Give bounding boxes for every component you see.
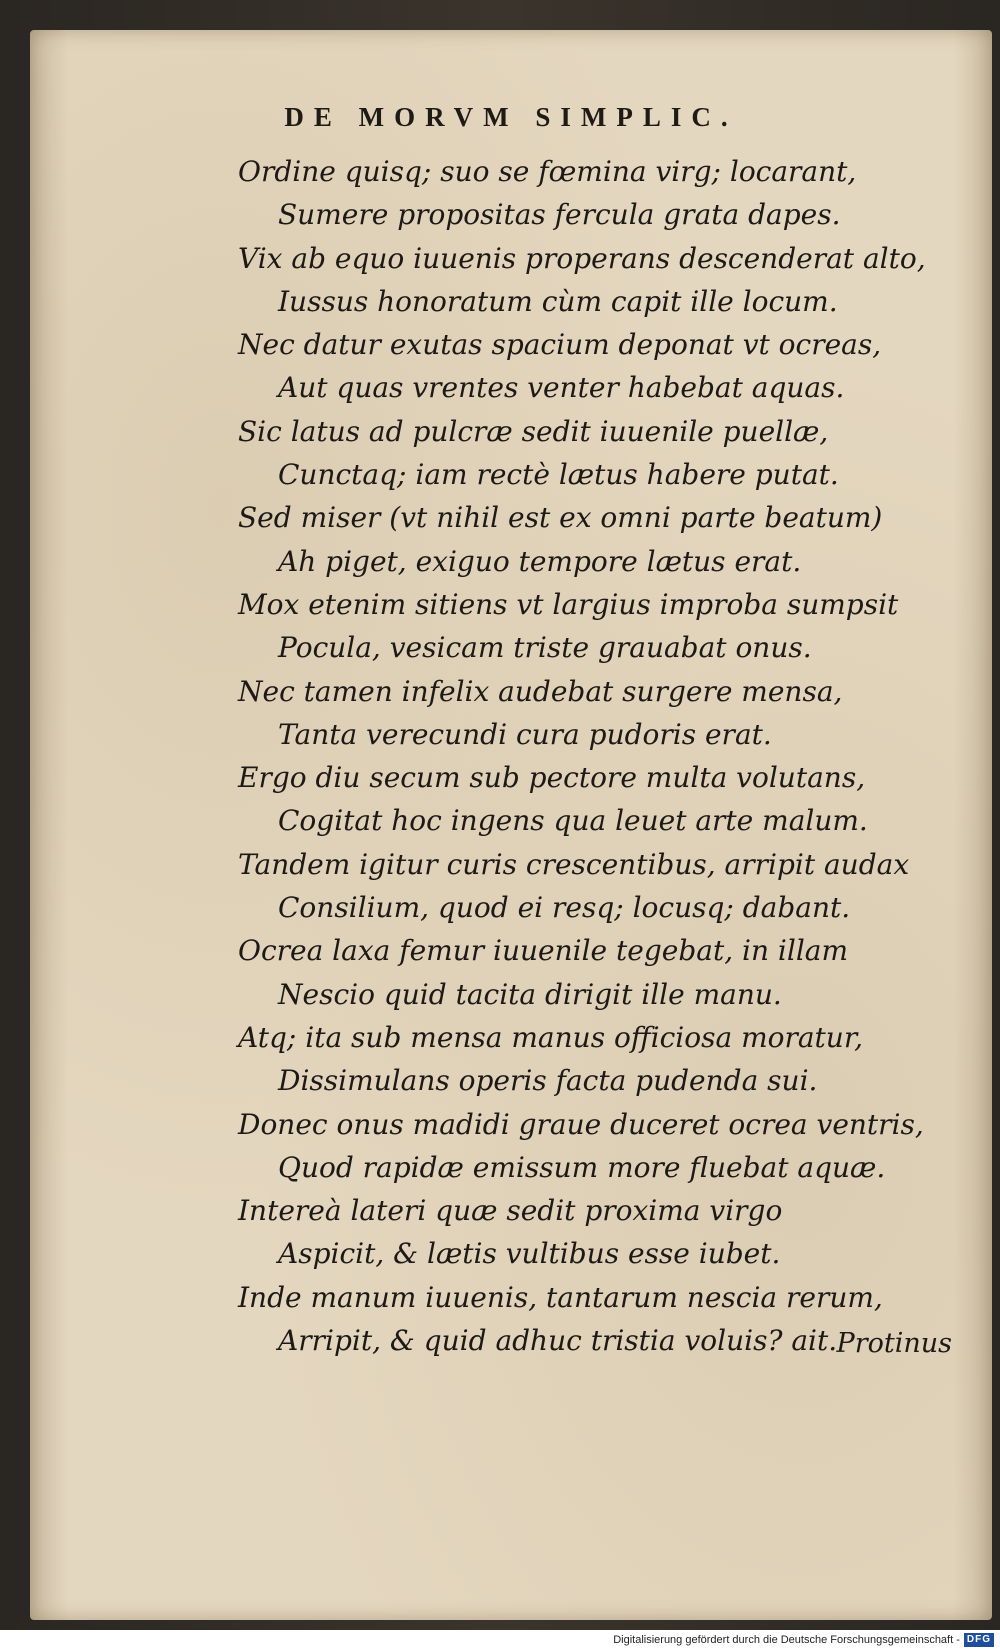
verse-line: Tandem igitur curis crescentibus, arripit audax: [238, 847, 910, 881]
verse-line: Iussus honoratum cùm capit ille locum.: [278, 284, 838, 318]
footer-credit: Digitalisierung gefördert durch die Deutsche Forschungsgemeinschaft -: [613, 1634, 960, 1647]
verse-line: Nec tamen infelix audebat surgere mensa,: [238, 674, 843, 708]
verse-line: Arripit, & quid adhuc tristia voluis? ait.: [278, 1324, 838, 1358]
verse-line: Ordine quisq; suo se fœmina virg; locarant,: [238, 155, 857, 188]
running-head: DE MORVM SIMPLIC.: [284, 102, 738, 132]
verse-line: Nec datur exutas spacium deponat vt ocreas,: [238, 328, 882, 362]
verse-line: Nescio quid tacita dirigit ille manu.: [278, 977, 782, 1011]
verse-line: Aspicit, & lætis vultibus esse iubet.: [278, 1237, 781, 1271]
verse-line: Cunctaq; iam rectè lætus habere putat.: [278, 458, 839, 492]
verse-line: Tanta verecundi cura pudoris erat.: [278, 717, 772, 751]
verse-line: Ergo diu secum sub pectore multa volutans,: [238, 761, 866, 795]
verse-line: Aut quas vrentes venter habebat aquas.: [278, 371, 845, 405]
verse-line: Ocrea laxa femur iuuenile tegebat, in illam: [238, 934, 849, 968]
footer-bar: [0, 1630, 1000, 1650]
dfg-logo[interactable]: DFG: [964, 1633, 994, 1647]
book-page: [30, 30, 992, 1620]
verse-line: Ah piget, exiguo tempore lætus erat.: [278, 544, 802, 578]
verse-line: Consilium, quod ei resq; locusq; dabant.: [278, 891, 851, 925]
verse-line: Mox etenim sitiens vt largius improba sumpsit: [238, 587, 899, 621]
verse-line: Sumere propositas fercula grata dapes.: [278, 198, 841, 232]
verse-line: Donec onus madidi graue duceret ocrea ventris,: [238, 1107, 924, 1141]
verse-line: Pocula, vesicam triste grauabat onus.: [278, 631, 812, 665]
verse-line: Cogitat hoc ingens qua leuet arte malum.: [278, 804, 868, 838]
verse-line: Sic latus ad pulcræ sedit iuuenile puellæ,: [238, 414, 829, 448]
verse-block: [238, 150, 978, 1362]
verse-line: Quod rapidæ emissum more fluebat aquæ.: [278, 1150, 886, 1184]
catchword: Protinus: [836, 1328, 952, 1359]
verse-line: Vix ab equo iuuenis properans descenderat alto,: [238, 241, 926, 275]
verse-line: Intereà lateri quæ sedit proxima virgo: [238, 1194, 783, 1228]
verse-line: Sed miser (vt nihil est ex omni parte beatum): [238, 501, 883, 535]
verse-line: Atq; ita sub mensa manus officiosa moratur,: [238, 1020, 864, 1054]
verse-line: Inde manum iuuenis, tantarum nescia rerum,: [238, 1280, 883, 1314]
verse-line: Dissimulans operis facta pudenda sui.: [278, 1064, 818, 1098]
